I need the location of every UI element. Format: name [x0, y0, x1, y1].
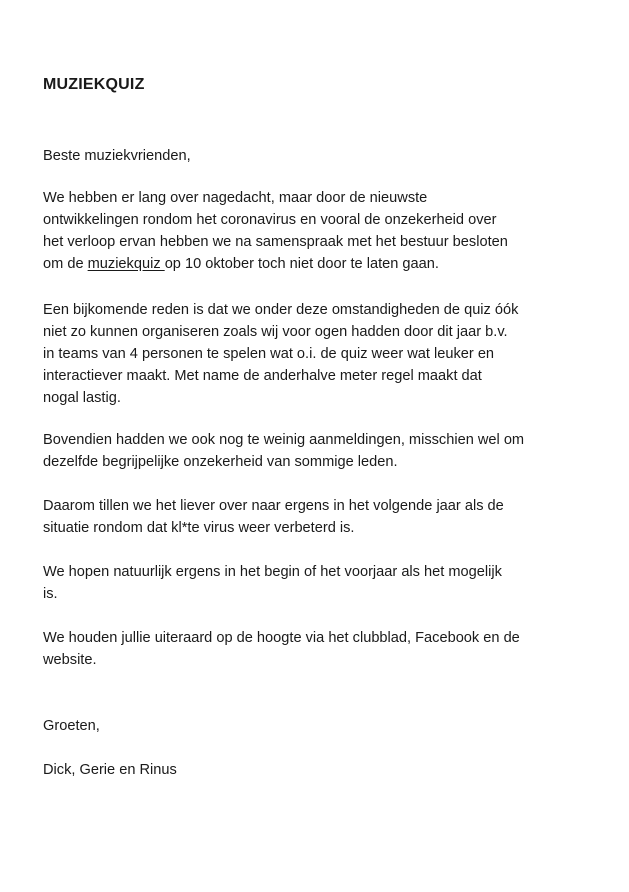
paragraph-line — [43, 253, 603, 275]
document-title: MUZIEKQUIZ — [43, 76, 145, 93]
closing — [43, 715, 603, 737]
paragraph-line: website. — [43, 652, 97, 668]
paragraph-additional-reason — [43, 299, 603, 409]
greeting — [43, 145, 603, 167]
paragraph-line: interactiever maakt. Met name de anderhalve meter regel maakt dat — [43, 368, 482, 384]
paragraph-registrations — [43, 429, 603, 473]
paragraph-line: Daarom tillen we het liever over naar ergens in het volgende jaar als de — [43, 498, 504, 514]
signature — [43, 759, 603, 781]
underlined-muziekquiz: muziekquiz — [87, 256, 165, 272]
signature-text: Dick, Gerie en Rinus — [43, 762, 177, 778]
paragraph-line: We houden jullie uiteraard op de hoogte via het clubblad, Facebook en de — [43, 630, 520, 646]
paragraph-line: We hopen natuurlijk ergens in het begin of het voorjaar als het mogelijk — [43, 564, 502, 580]
paragraph-line: het verloop ervan hebben we na samenspraak met het bestuur besloten — [43, 234, 508, 250]
line-text-after: op 10 oktober toch niet door te laten gaan. — [164, 256, 439, 272]
paragraph-line: Een bijkomende reden is dat we onder deze omstandigheden de quiz óók — [43, 302, 519, 318]
paragraph-postpone — [43, 495, 603, 539]
paragraph-line: nogal lastig. — [43, 390, 121, 406]
paragraph-line: Bovendien hadden we ook nog te weinig aanmeldingen, misschien wel om — [43, 432, 525, 448]
paragraph-hope — [43, 561, 603, 605]
paragraph-cancellation — [43, 187, 603, 275]
line-text-before: om de — [43, 256, 88, 272]
paragraph-line: is. — [43, 586, 58, 602]
paragraph-line: We hebben er lang over nagedacht, maar door de nieuwste — [43, 190, 428, 206]
paragraph-line: dezelfde begrijpelijke onzekerheid van sommige leden. — [43, 454, 398, 470]
paragraph-line: ontwikkelingen rondom het coronavirus en vooral de onzekerheid over — [43, 212, 497, 228]
closing-text: Groeten, — [43, 718, 100, 734]
greeting-text: Beste muziekvrienden, — [43, 148, 191, 164]
paragraph-line: in teams van 4 personen te spelen wat o.i. de quiz weer wat leuker en — [43, 346, 495, 362]
paragraph-updates — [43, 627, 603, 671]
paragraph-line: niet zo kunnen organiseren zoals wij voor ogen hadden door dit jaar b.v. — [43, 324, 508, 340]
paragraph-line: situatie rondom dat kl*te virus weer verbeterd is. — [43, 520, 355, 536]
